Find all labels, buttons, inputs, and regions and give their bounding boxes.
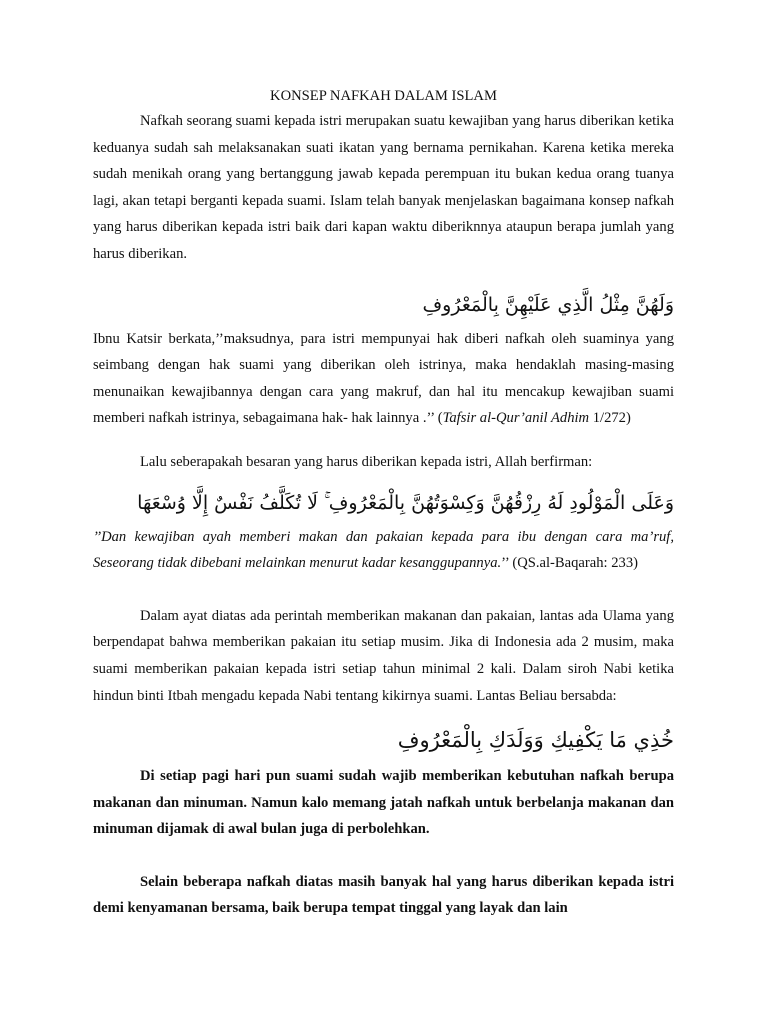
ibnu-katsir-text: Ibnu Katsir berkata,’’maksudnya, para istri mempunyai hak diberi nafkah oleh suaminya yang seimbang dengan hak suami yang diberikan oleh istrinya, maka hendaklah masing-masing menunaikan kewajibannya dengan cara yang makruf, dan hal itu mencakup kewajiban suami memberi nafkah istrinya, sebagaimana hak- hak lainnya .’’ ( (93, 330, 674, 427)
translation-citation: ’’ (QS.al-Baqarah: 233) (501, 555, 638, 572)
paragraph-intro: Nafkah seorang suami kepada istri merupakan suatu kewajiban yang harus diberikan ketika keduanya sudah sah melaksanakan suati ikatan yang bernama pernikahan. Karena ketika mereka sudah menikah orang yang bertanggung jawab kepada perempuan itu bukan kedua orang tuanya lagi, akan tetapi berganti kepada suami. Islam telah banyak menjelaskan bagaimana konsep nafkah yang harus diberikan kepada istri baik dari kapan waktu diberiknnya ataupun berapa jumlah yang harus diberikan. (93, 113, 674, 262)
translation-italic: ’’Dan kewajiban ayah memberi makan dan pakaian kepada para ibu dengan cara ma’ruf, Seseorang tidak dibebani melainkan menurut kadar kesanggupannya. (93, 528, 674, 572)
arabic-verse-1: وَلَهُنَّ مِثْلُ الَّذِي عَلَيْهِنَّ بِالْمَعْرُوفِ (422, 293, 674, 316)
paragraph-other-nafkah: Selain beberapa nafkah diatas masih banyak hal yang harus diberikan kepada istri demi kenyamanan bersama, baik berupa tempat tinggal yang layak dan lain (93, 873, 674, 917)
document-title: KONSEP NAFKAH DALAM ISLAM (270, 88, 497, 104)
paragraph-question: Lalu seberapakah besaran yang harus diberikan kepada istri, Allah berfirman: (140, 453, 593, 470)
arabic-verse-2: وَعَلَى الْمَوْلُودِ لَهُ رِزْقُهُنَّ وَكِسْوَتُهُنَّ بِالْمَعْرُوفِ ۚ لَا تُكَلَّفُ نَفْسٌ إِلَّا وُسْعَهَا (137, 491, 674, 514)
paragraph-daily-nafkah: Di setiap pagi hari pun suami sudah wajib memberikan kebutuhan nafkah berupa makanan dan minuman. Namun kalo memang jatah nafkah untuk berbelanja makanan dan minuman dijamak di awal bulan juga di perbolehkan. (93, 768, 674, 838)
paragraph-ibnu-katsir (93, 326, 674, 432)
tafsir-reference-page: 1/272) (589, 410, 631, 427)
document-page (93, 86, 674, 922)
arabic-hadith: خُذِي مَا يَكْفِيكِ وَوَلَدَكِ بِالْمَعْرُوفِ (397, 728, 674, 753)
paragraph-explanation: Dalam ayat diatas ada perintah memberikan makanan dan pakaian, lantas ada Ulama yang berpendapat bahwa memberikan pakaian itu setiap musim. Jika di Indonesia ada 2 musim, maka suami memberikan pakaian kepada istri setiap tahun minimal 2 kali. Dalam siroh Nabi ketika hindun binti Itbah mengadu kepada Nabi tentang kikirnya suami. Lantas Beliau bersabda: (93, 607, 674, 704)
paragraph-translation (93, 524, 674, 577)
tafsir-reference: Tafsir al-Qur’anil Adhim (442, 410, 590, 427)
